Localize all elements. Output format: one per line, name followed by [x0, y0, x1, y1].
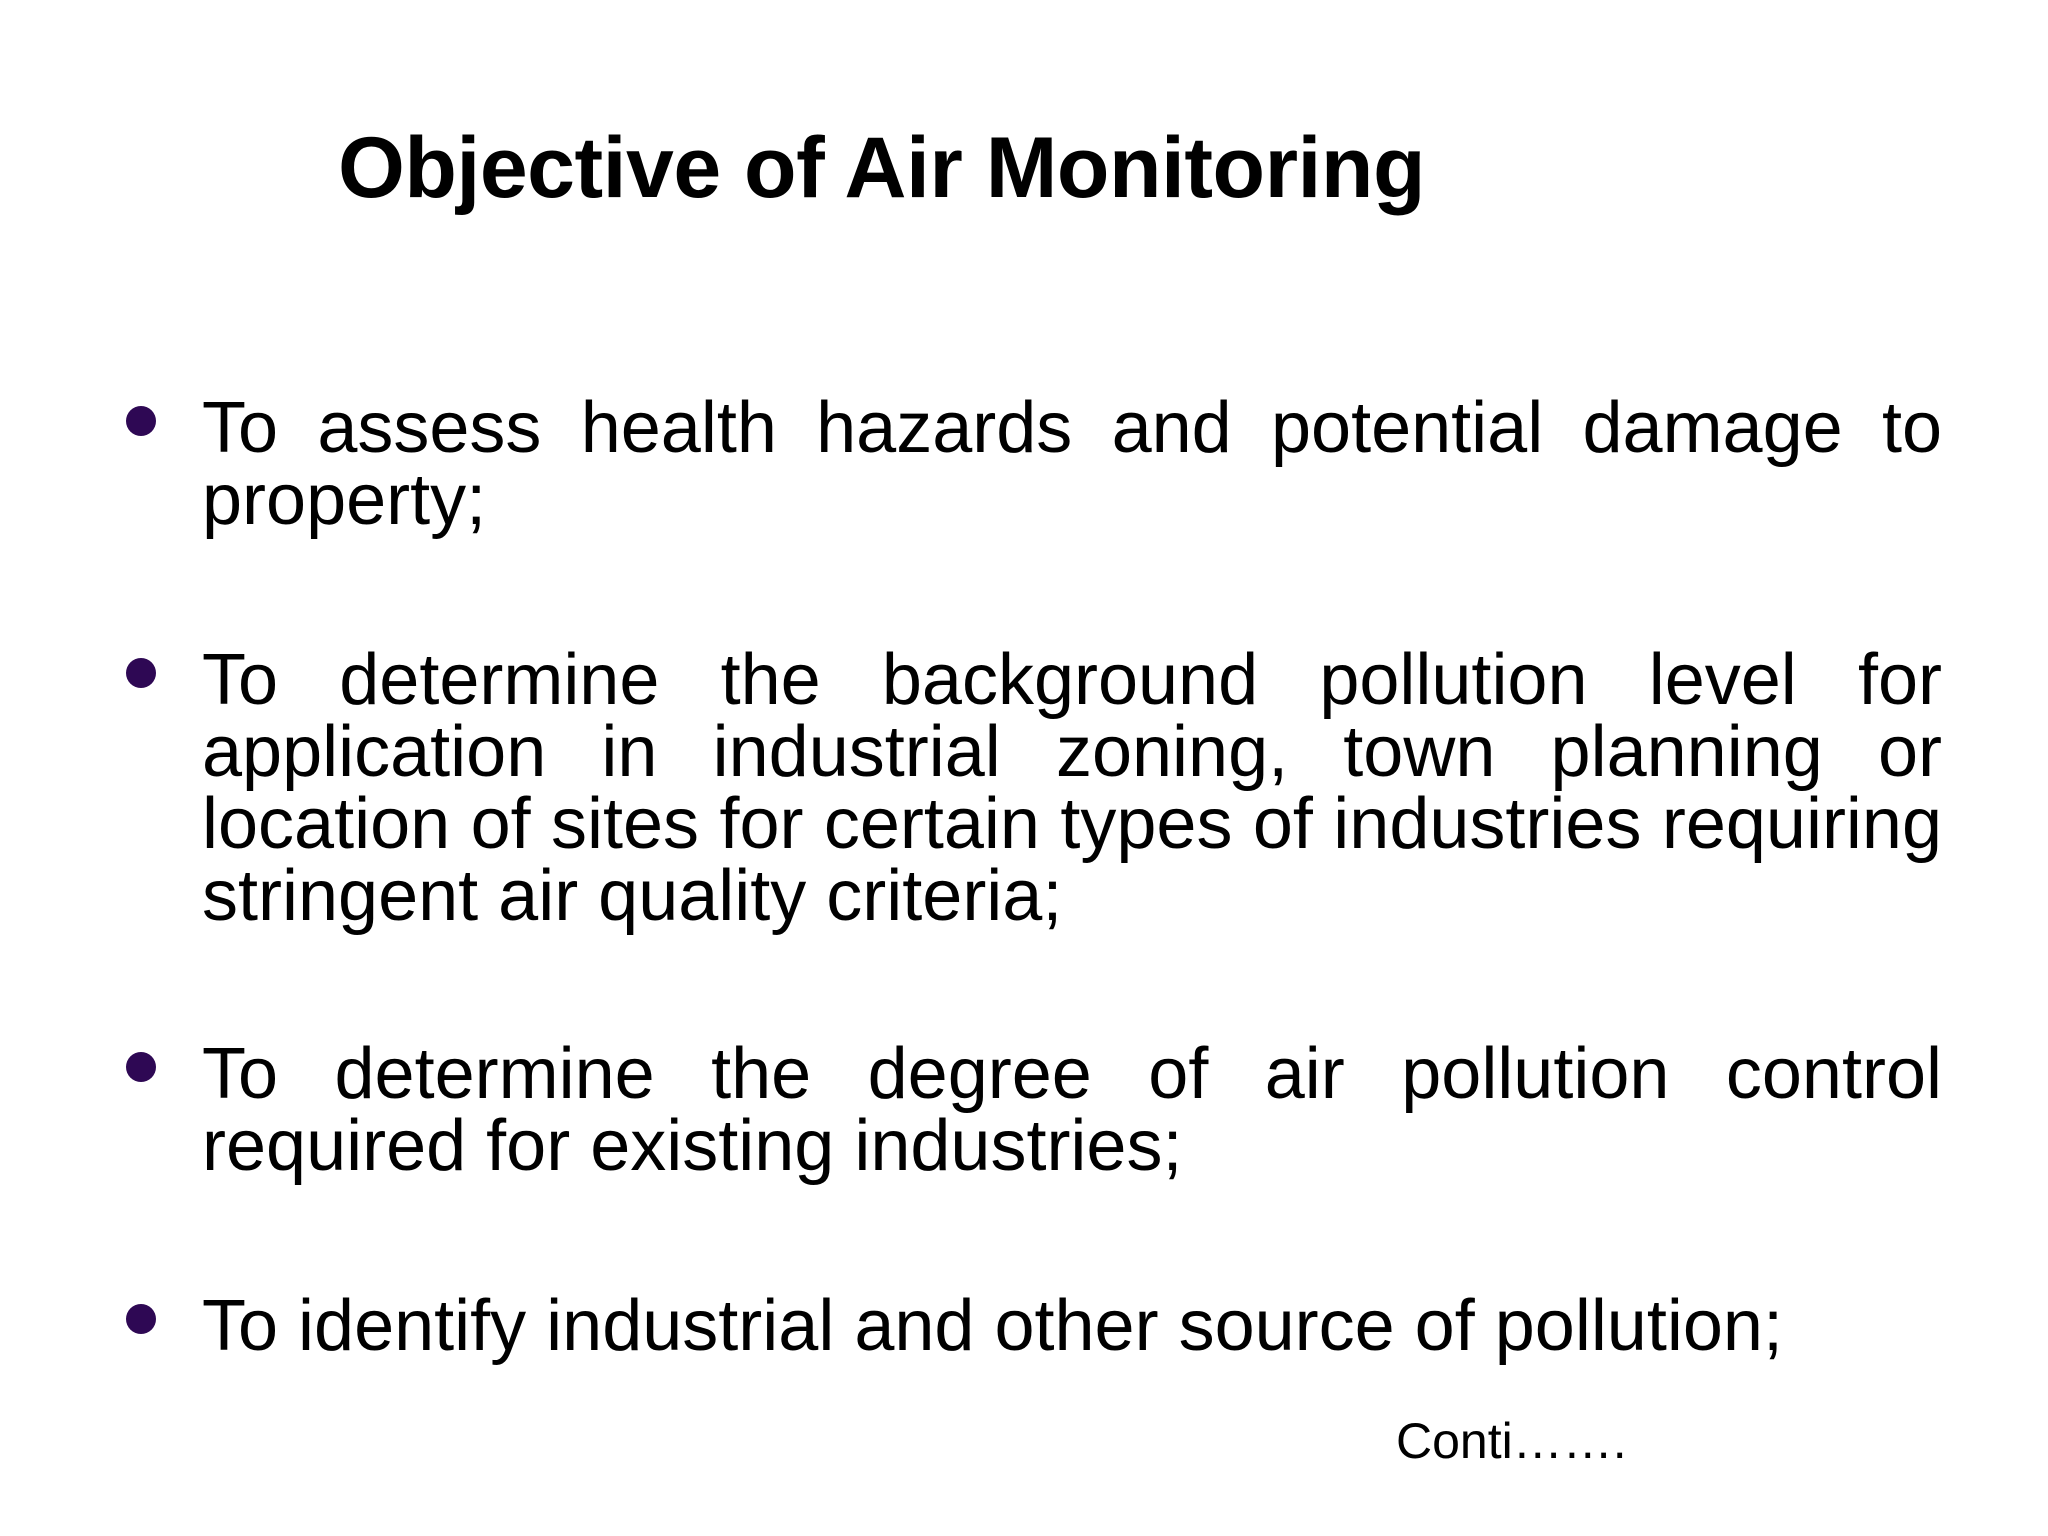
continued-note: Conti……. [1396, 1413, 1627, 1469]
bullet-text: To assess health hazards and potential damage to property; [202, 388, 1942, 540]
bullet-text: To identify industrial and other source of pollution; [202, 1286, 1783, 1366]
bullet-dot-icon [126, 406, 156, 436]
bullet-dot-icon [126, 1052, 156, 1082]
bullet-dot-icon [126, 1304, 156, 1334]
bullet-text: To determine the background pollution level for application in industrial zoning, town planning or location of sites for certain types of industries requiring stringent air quality criteria; [202, 640, 1942, 936]
bullet-dot-icon [126, 658, 156, 688]
bullet-text: To determine the degree of air pollution control required for existing industries; [202, 1034, 1942, 1186]
slide-title: Objective of Air Monitoring [338, 120, 1425, 216]
